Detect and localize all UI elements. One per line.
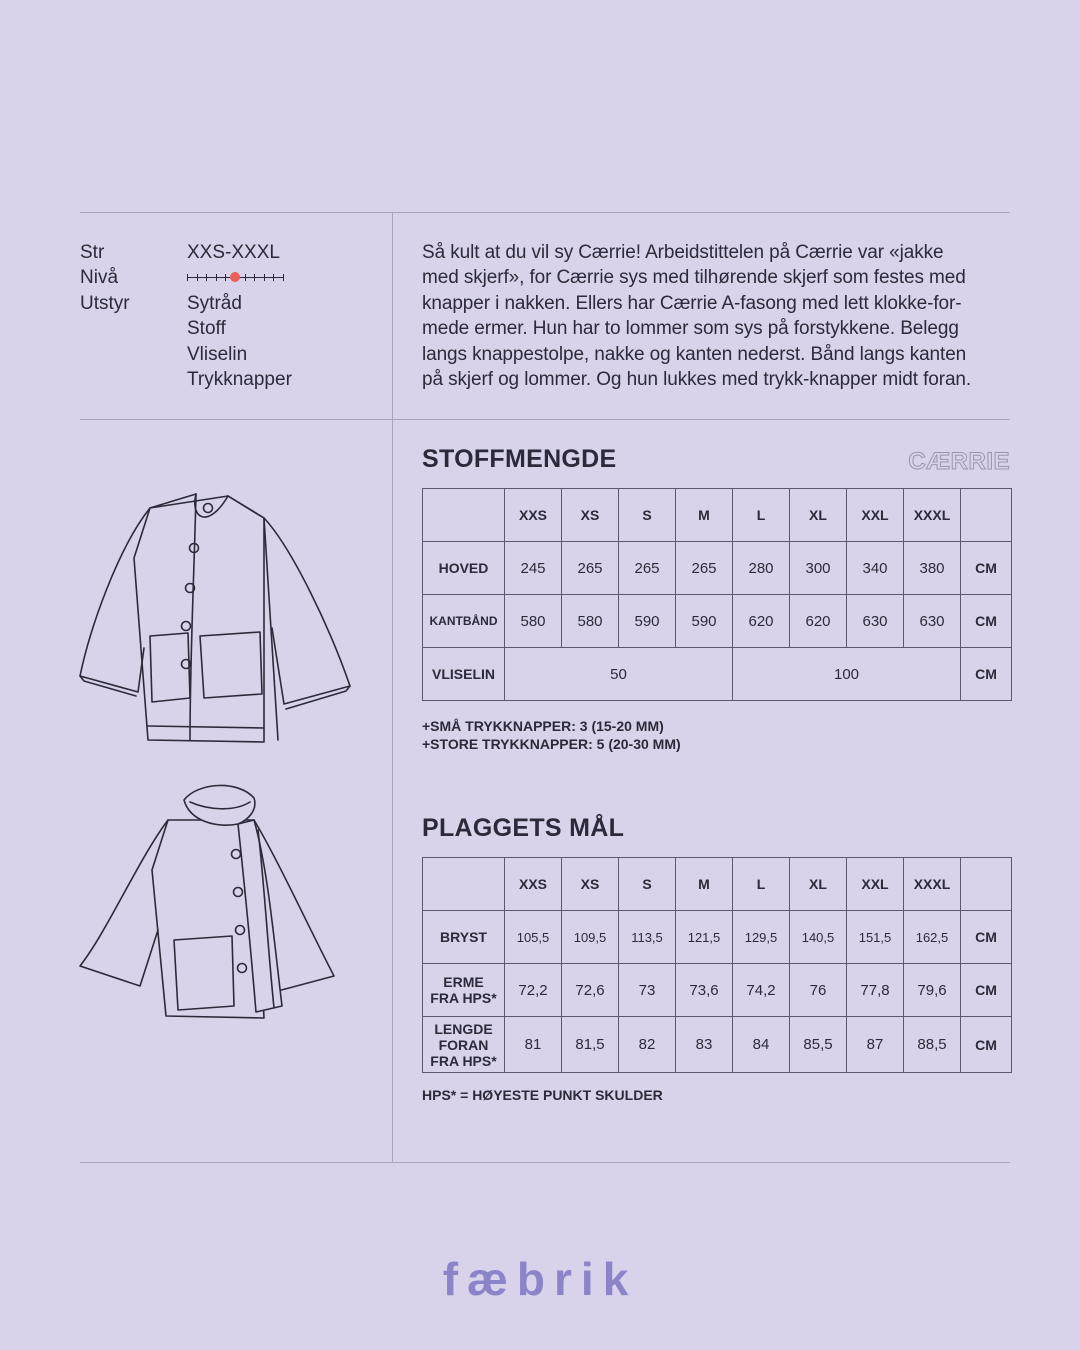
unit-cell: CM <box>961 648 1012 701</box>
size-label: Str <box>80 242 105 263</box>
fabrik-logo: fæbrik <box>442 1253 638 1305</box>
table-cell: 265 <box>562 542 619 595</box>
level-tick <box>216 274 217 281</box>
level-tick <box>283 274 284 281</box>
size-header: XL <box>790 858 847 911</box>
row-label <box>423 911 505 964</box>
unit-cell: CM <box>961 964 1012 1017</box>
size-header: L <box>733 489 790 542</box>
table-cell: 81,5 <box>562 1017 619 1073</box>
size-header: XXL <box>847 858 904 911</box>
row-label <box>423 964 505 1017</box>
size-header: S <box>619 489 676 542</box>
table-row <box>423 648 1012 701</box>
table-cell: 105,5 <box>505 911 562 964</box>
note-line: +SMÅ TRYKKNAPPER: 3 (15-20 MM) <box>422 718 664 734</box>
row-label-line: LENGDE <box>434 1020 493 1037</box>
table-cell: 88,5 <box>904 1017 961 1073</box>
fabric-table <box>422 488 1012 701</box>
intro-line: mede ermer. Hun har to lommer som sys på forstykkene. Belegg <box>422 318 959 340</box>
table-cell: 79,6 <box>904 964 961 1017</box>
note-line: +STORE TRYKKNAPPER: 5 (20-30 MM) <box>422 736 681 752</box>
header-corner <box>423 858 505 911</box>
header-unit-blank <box>961 489 1012 542</box>
table-cell: 162,5 <box>904 911 961 964</box>
table-cell: 121,5 <box>676 911 733 964</box>
jacket-illustration <box>78 478 354 748</box>
pattern-name: CÆRRIE <box>908 448 1010 475</box>
table-cell: 83 <box>676 1017 733 1073</box>
table-cell: 620 <box>790 595 847 648</box>
size-header: S <box>619 858 676 911</box>
unit-cell: CM <box>961 911 1012 964</box>
row-label <box>423 1017 505 1073</box>
size-header: L <box>733 858 790 911</box>
level-tick <box>273 274 274 281</box>
row-label: HOVED <box>423 542 505 595</box>
table-cell: 280 <box>733 542 790 595</box>
table-cell: 73 <box>619 964 676 1017</box>
level-tick <box>187 274 188 281</box>
table-cell: 630 <box>904 595 961 648</box>
size-header: XL <box>790 489 847 542</box>
table-cell: 265 <box>676 542 733 595</box>
table-cell: 580 <box>562 595 619 648</box>
table-cell: 580 <box>505 595 562 648</box>
table-cell: 113,5 <box>619 911 676 964</box>
level-tick <box>245 274 246 281</box>
table-cell: 73,6 <box>676 964 733 1017</box>
fabric-notes <box>422 717 681 753</box>
equipment-item: Trykknapper <box>187 369 292 391</box>
table-cell: 140,5 <box>790 911 847 964</box>
row-label-line: ERME <box>443 974 484 990</box>
size-header: XXXL <box>904 489 961 542</box>
table-cell: 82 <box>619 1017 676 1073</box>
table-cell: 72,6 <box>562 964 619 1017</box>
table-cell: 245 <box>505 542 562 595</box>
header-corner <box>423 489 505 542</box>
bottom-divider <box>80 1162 1010 1163</box>
equipment-item: Vliselin <box>187 343 248 365</box>
table-row <box>423 542 1012 595</box>
table-cell: 84 <box>733 1017 790 1073</box>
size-header: XXL <box>847 489 904 542</box>
row-label-line: FRA HPS* <box>430 990 497 1006</box>
table-cell: 85,5 <box>790 1017 847 1073</box>
table-cell: 300 <box>790 542 847 595</box>
table-row <box>423 911 1012 964</box>
equipment-item: Sytråd <box>187 292 242 314</box>
header-unit-blank <box>961 858 1012 911</box>
size-header: XS <box>562 489 619 542</box>
measurements-header-row <box>423 858 1012 911</box>
level-tick <box>264 274 265 281</box>
level-marker-dot <box>230 272 240 282</box>
table-row <box>423 1017 1012 1073</box>
size-header: XXS <box>505 858 562 911</box>
measurements-table <box>422 857 1012 1073</box>
table-cell: 590 <box>619 595 676 648</box>
size-header: XXS <box>505 489 562 542</box>
level-indicator <box>187 265 283 290</box>
row-label-line: BRYST <box>440 929 487 945</box>
level-tick <box>206 274 207 281</box>
equipment-item: Stoff <box>187 318 226 340</box>
size-header: M <box>676 489 733 542</box>
row-label-line: FORAN <box>438 1036 489 1053</box>
spec-block <box>80 240 292 392</box>
unit-cell: CM <box>961 1017 1012 1073</box>
table-cell: 590 <box>676 595 733 648</box>
row-label: KANTBÅND <box>423 595 505 648</box>
column-divider <box>392 212 393 1162</box>
table-cell: 151,5 <box>847 911 904 964</box>
table-cell: 380 <box>904 542 961 595</box>
table-cell: 77,8 <box>847 964 904 1017</box>
table-cell: 620 <box>733 595 790 648</box>
table-cell: 72,2 <box>505 964 562 1017</box>
intro-line: langs knappestolpe, nakke og kanten nederst. Bånd langs kanten <box>422 343 967 365</box>
middle-divider <box>80 419 1010 420</box>
row-label-line: FRA HPS* <box>430 1052 497 1069</box>
fabric-title: STOFFMENGDE <box>422 445 617 473</box>
table-cell: 265 <box>619 542 676 595</box>
level-tick <box>254 274 255 281</box>
table-cell: 74,2 <box>733 964 790 1017</box>
hps-footnote: HPS* = HØYESTE PUNKT SKULDER <box>422 1087 663 1103</box>
size-header: M <box>676 858 733 911</box>
table-cell: 630 <box>847 595 904 648</box>
table-row <box>423 595 1012 648</box>
table-cell: 129,5 <box>733 911 790 964</box>
size-value: XXS-XXXL <box>187 242 280 263</box>
table-cell: 340 <box>847 542 904 595</box>
table-cell: 76 <box>790 964 847 1017</box>
table-cell: 87 <box>847 1017 904 1073</box>
equipment-list <box>187 291 292 393</box>
table-cell: 81 <box>505 1017 562 1073</box>
intro-text <box>422 240 1022 392</box>
level-tick <box>225 274 226 281</box>
unit-cell: CM <box>961 542 1012 595</box>
intro-line: på skjerf og lommer. Og hun lukkes med trykk-knapper midt foran. <box>422 369 972 391</box>
unit-cell: CM <box>961 595 1012 648</box>
level-label: Nivå <box>80 267 119 289</box>
table-cell: 109,5 <box>562 911 619 964</box>
table-cell: 50 <box>505 648 733 701</box>
size-header: XXXL <box>904 858 961 911</box>
table-row <box>423 964 1012 1017</box>
level-tick <box>197 274 198 281</box>
measurements-title: PLAGGETS MÅL <box>422 814 625 842</box>
equipment-label: Utstyr <box>80 292 130 314</box>
top-divider <box>80 212 1010 213</box>
row-label: VLISELIN <box>423 648 505 701</box>
jacket-with-scarf-illustration <box>78 780 338 1025</box>
fabric-header-row <box>423 489 1012 542</box>
intro-line: knapper i nakken. Ellers har Cærrie A-fasong med lett klokke-for- <box>422 292 962 314</box>
intro-line: med skjerf», for Cærrie sys med tilhørende skjerf som festes med <box>422 267 966 289</box>
size-header: XS <box>562 858 619 911</box>
intro-line: Så kult at du vil sy Cærrie! Arbeidstittelen på Cærrie var «jakke <box>422 242 944 263</box>
table-cell: 100 <box>733 648 961 701</box>
